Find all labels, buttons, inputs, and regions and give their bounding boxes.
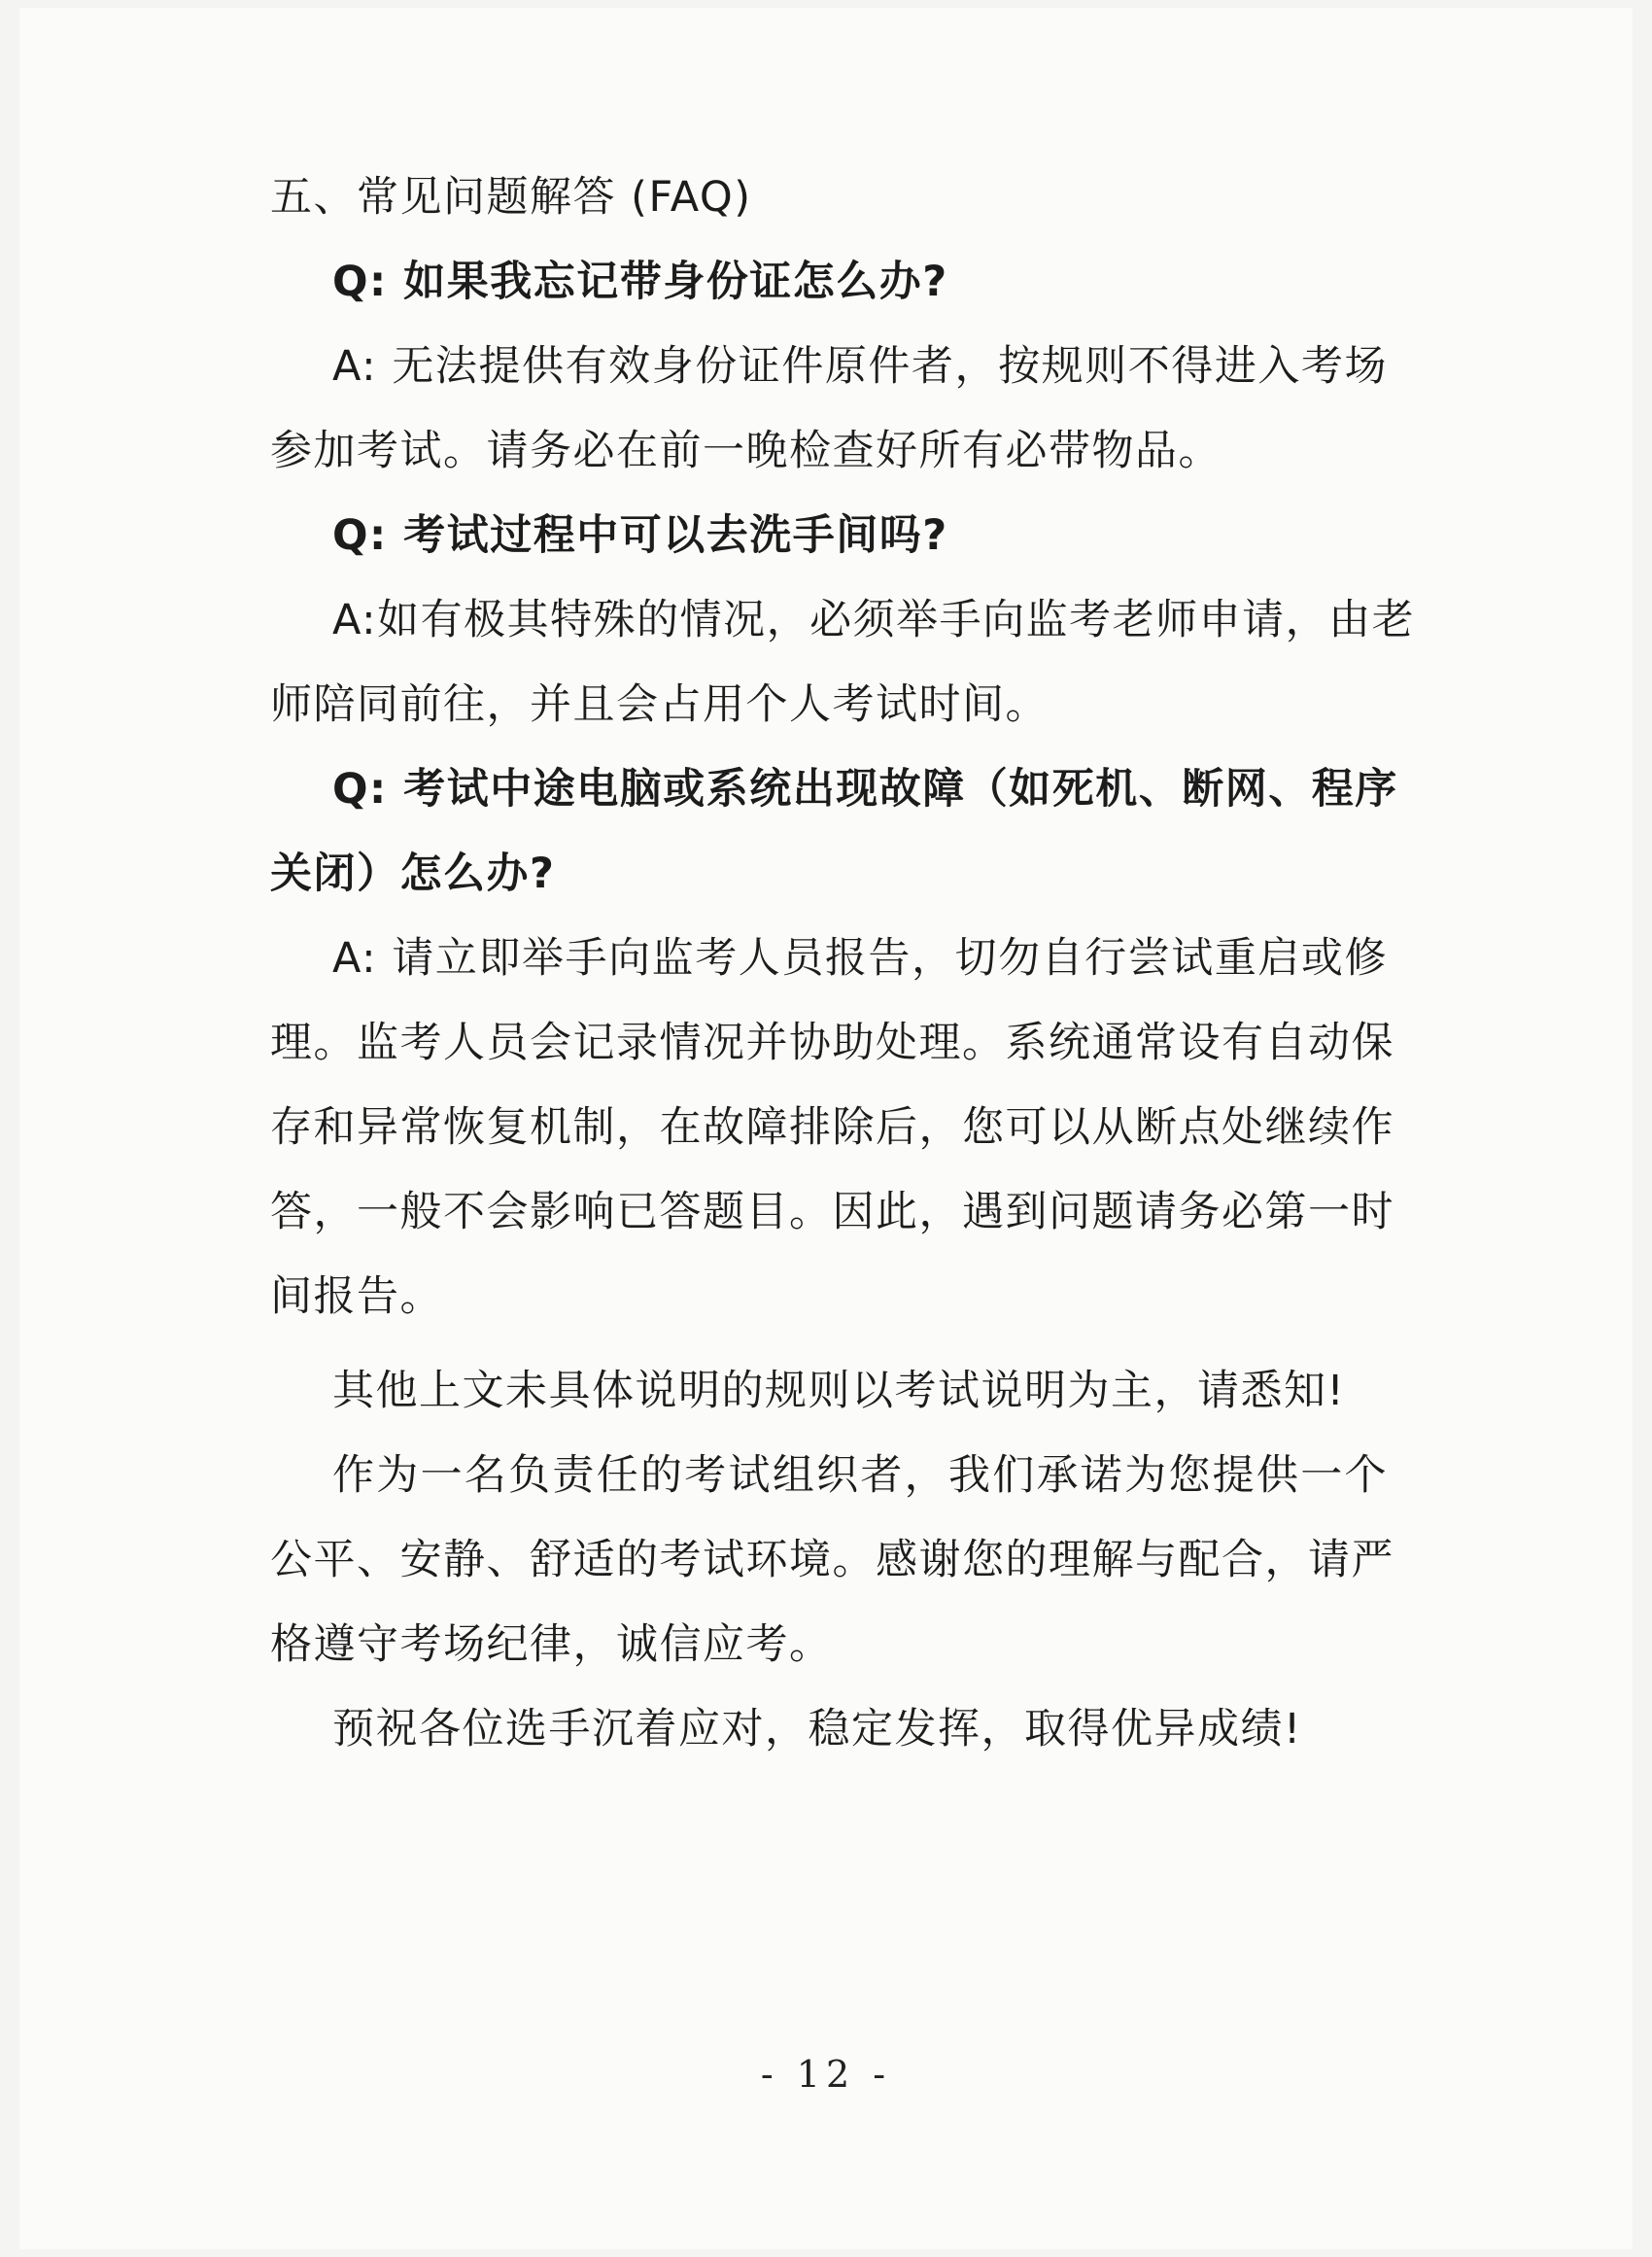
closing-paragraph-3 — [270, 1687, 1388, 1772]
faq-answer-line: A: 请立即举手向监考人员报告，切勿自行尝试重启或修 — [332, 934, 1388, 983]
faq-answer-line: A: 无法提供有效身份证件原件者，按规则不得进入考场 — [332, 342, 1388, 391]
closing-paragraph-1 — [270, 1349, 1388, 1434]
paragraph-line: 公平、安静、舒适的考试环境。感谢您的理解与配合，请严 — [270, 1536, 1394, 1584]
faq-item-2 — [270, 494, 1416, 747]
faq-item-3 — [270, 747, 1398, 1339]
paragraph-line: 其他上文未具体说明的规则以考试说明为主，请悉知! — [332, 1367, 1346, 1415]
faq-answer-line: A:如有极其特殊的情况，必须举手向监考老师申请，由老 — [332, 596, 1416, 644]
faq-answer-line: 间报告。 — [270, 1272, 443, 1321]
faq-question: Q: 考试中途电脑或系统出现故障（如死机、断网、程序 — [332, 765, 1398, 814]
paragraph-line: 作为一名负责任的考试组织者，我们承诺为您提供一个 — [332, 1451, 1388, 1500]
faq-answer-line: 存和异常恢复机制，在故障排除后，您可以从断点处继续作 — [270, 1103, 1394, 1152]
document-body — [270, 156, 1416, 1772]
faq-question: Q: 如果我忘记带身份证怎么办? — [332, 258, 948, 306]
page-number: - 12 - — [760, 2053, 892, 2096]
section-heading: 五、常见问题解答 (FAQ) — [270, 173, 752, 222]
faq-question: 关闭）怎么办? — [270, 850, 556, 898]
paragraph-line: 预祝各位选手沉着应对，稳定发挥，取得优异成绩! — [332, 1705, 1302, 1754]
faq-item-1 — [270, 240, 1388, 494]
faq-answer-line: 理。监考人员会记录情况并协助处理。系统通常设有自动保 — [270, 1019, 1394, 1067]
paragraph-line: 格遵守考场纪律，诚信应考。 — [270, 1620, 833, 1669]
faq-answer-line: 师陪同前往，并且会占用个人考试时间。 — [270, 680, 1049, 729]
closing-paragraph-2 — [270, 1434, 1394, 1687]
faq-question: Q: 考试过程中可以去洗手间吗? — [332, 511, 948, 560]
faq-answer-line: 答，一般不会影响已答题目。因此，遇到问题请务必第一时 — [270, 1188, 1394, 1236]
faq-answer-line: 参加考试。请务必在前一晚检查好所有必带物品。 — [270, 427, 1222, 475]
